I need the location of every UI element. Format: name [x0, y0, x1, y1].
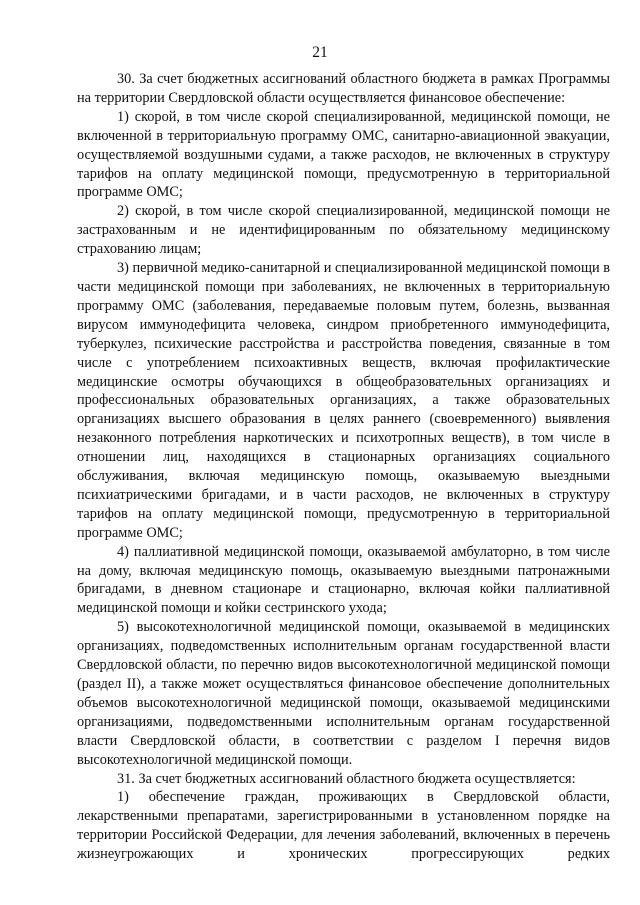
paragraph-30-item-5: 5) высокотехнологичной медицинской помощи, оказываемой в медицинских организациях, подведомственных исполнительным органам государственной власти Свердловской области, по перечню видов высокотехнологичной медицинской помощи (раздел II), а также может осуществляться финансовое обеспечение дополнительных объемов высокотехнологичной медицинской помощи, оказываемой медицинскими организациями, подведомственными исполнительным органам государственной власти Свердловской области, в соответствии с разделом I перечня видов высокотехнологичной медицинской помощи.: [77, 619, 610, 768]
paragraph-30-item-3: 3) первичной медико-санитарной и специализированной медицинской помощи в части медицинской помощи при заболеваниях, не включенных в территориальную программу ОМС (заболевания, передаваемые половым путем, болезнь, вызванная вирусом иммунодефицита человека, синдром приобретенного иммунодефицита, туберкулез, психические расстройства и расстройства поведения, связанные в том числе с употреблением психоактивных веществ, включая профилактические медицинские осмотры обучающихся в общеобразовательных организациях и профессиональных образовательных организациях, а также образовательных организациях высшего образования в целях раннего (своевременного) выявления незаконного потребления наркотических и психотропных веществ), в том числе в отношении лиц, находящихся в стационарных организациях социального обслуживания, включая медицинскую помощь, оказываемую выездными психиатрическими бригадами, и в части расходов, не включенных в структуру тарифов на оплату медицинской помощи, предусмотренную в территориальной программе ОМС;: [77, 260, 610, 541]
paragraph-30-intro: 30. За счет бюджетных ассигнований областного бюджета в рамках Программы на территории Свердловской области осуществляется финансовое обеспечение:: [77, 71, 610, 106]
paragraph-30-item-4: 4) паллиативной медицинской помощи, оказываемой амбулаторно, в том числе на дому, включая медицинскую помощь, оказываемую выездными патронажными бригадами, в дневном стационаре и стационарно, включая койки паллиативной медицинской помощи и койки сестринского ухода;: [77, 543, 610, 617]
paragraph-30-item-1: 1) скорой, в том числе скорой специализированной, медицинской помощи, не включенной в территориальную программу ОМС, санитарно-авиационной эвакуации, осуществляемой воздушными судами, а также расходов, не включенных в структуру тарифов на оплату медицинской помощи, предусмотренную в территориальной программе ОМС;: [77, 108, 610, 201]
paragraph-30-item-2: 2) скорой, в том числе скорой специализированной, медицинской помощи не застрахованным и не идентифицированным по обязательному медицинскому страхованию лицам;: [77, 203, 610, 258]
paragraph-31-item-1: 1) обеспечение граждан, проживающих в Свердловской области, лекарственными препаратами, зарегистрированными в установленном порядке на территории Российской Федерации, для лечения заболеваний, включенных в перечень жизнеугрожающих и хронических прогрессирующих редких: [77, 789, 610, 863]
document-body: [77, 70, 610, 864]
page-number: 21: [312, 44, 328, 61]
paragraph-31-intro: 31. За счет бюджетных ассигнований областного бюджета осуществляется:: [117, 770, 576, 787]
